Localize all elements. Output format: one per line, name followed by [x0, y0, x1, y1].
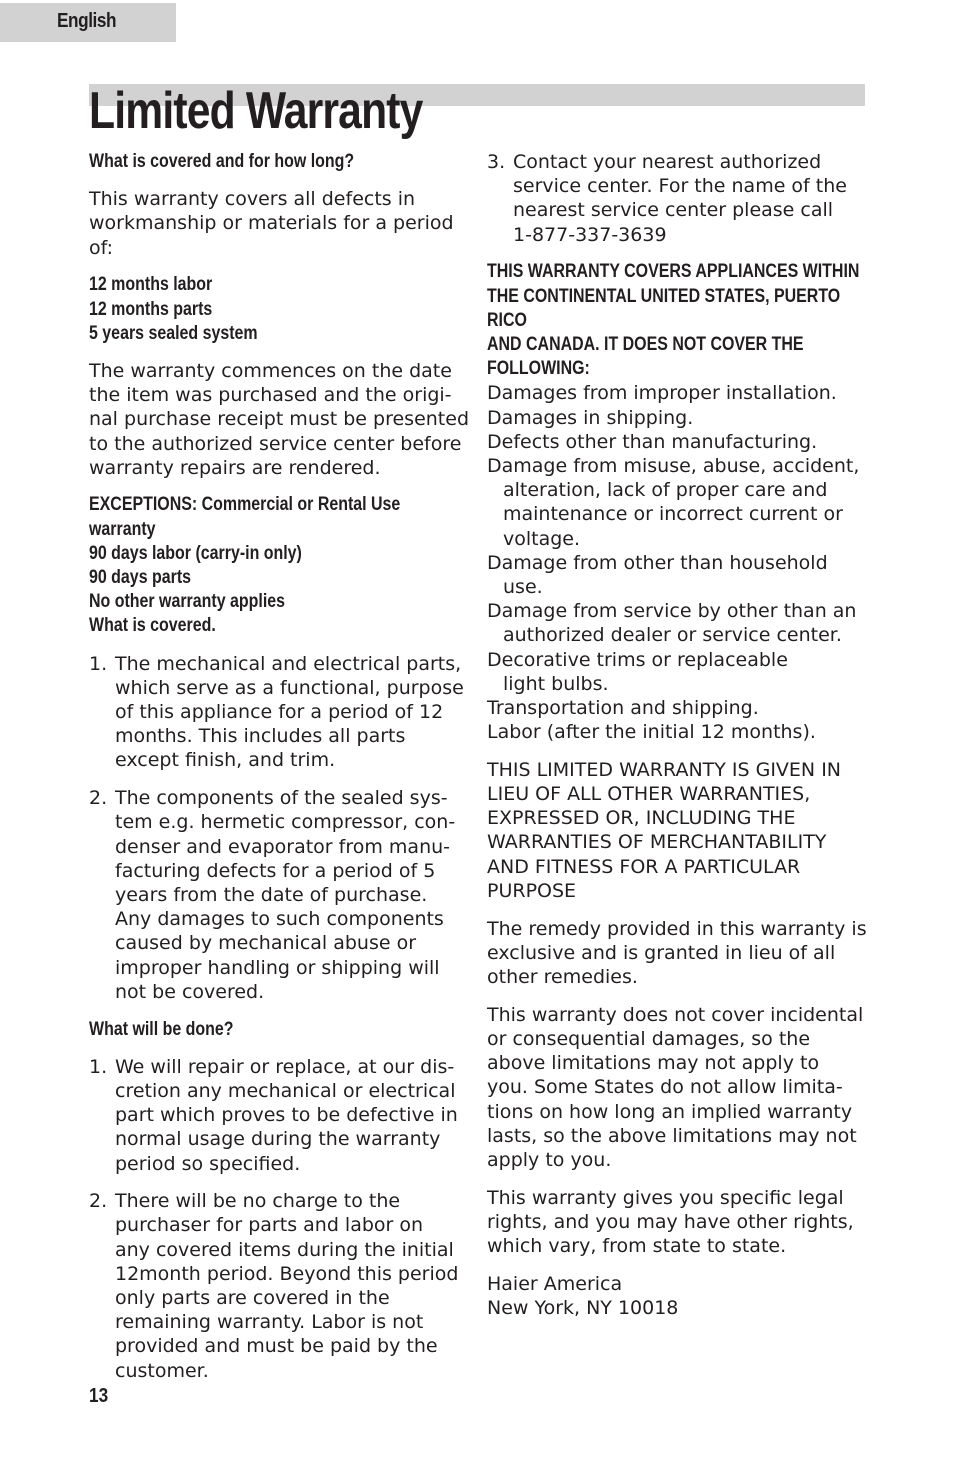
text-line: which serve as a functional, purpose [115, 676, 464, 699]
text-line: part which proves to be defective in [115, 1104, 458, 1127]
text-line: warranty repairs are rendered. [89, 456, 381, 479]
period-sealed-system: 5 years sealed system [89, 322, 258, 344]
text-line: nearest service center please call [513, 199, 834, 222]
phone-number: 1-877-337-3639 [513, 223, 667, 246]
text-line: tem e.g. hermetic compressor, con- [115, 811, 456, 834]
done-item-1 [89, 1055, 469, 1176]
item-number: 1. [89, 1055, 108, 1078]
text-line: The components of the sealed sys- [115, 787, 448, 810]
text-line: which vary, from state to state. [487, 1235, 787, 1258]
text-line: lasts, so the above limitations may not [487, 1124, 857, 1147]
company-name: Haier America [487, 1272, 623, 1295]
text-line: workmanship or materials for a period [89, 212, 454, 235]
text-line: apply to you. [487, 1148, 612, 1171]
heading-line: AND CANADA. IT DOES NOT COVER THE [487, 333, 804, 355]
text-line: LIEU OF ALL OTHER WARRANTIES, [487, 783, 811, 806]
text-line: EXPRESSED OR, INCLUDING THE [487, 807, 796, 830]
text-line: rights, and you may have other rights, [487, 1210, 854, 1233]
period-parts: 12 months parts [89, 298, 213, 320]
text-line: facturing defects for a period of 5 [115, 859, 436, 882]
text-line: years from the date of purchase. [115, 883, 428, 906]
text-line: denser and evaporator from manu- [115, 835, 451, 858]
covered-item-2 [89, 786, 469, 1004]
covered-text [89, 187, 469, 260]
text-line: cretion any mechanical or electrical [115, 1079, 456, 1102]
language-label: English [57, 10, 117, 32]
period-labor: 12 months labor [89, 274, 213, 296]
text-line: WARRANTIES OF MERCHANTABILITY [487, 831, 827, 854]
text-line: This warranty gives you specific legal [487, 1186, 844, 1209]
not-cover-heading [487, 260, 873, 381]
done-heading: What will be done? [89, 1018, 234, 1040]
exclusion-item: Damages in shipping. [487, 406, 694, 429]
right-column [487, 150, 867, 1334]
exclusion-item: Decorative trims or replaceable light bulbs. [487, 648, 788, 695]
text-line: provided and must be paid by the [115, 1335, 438, 1358]
covered-heading: What is covered and for how long? [89, 151, 355, 172]
warranty-periods [89, 273, 475, 346]
text-line: The warranty commences on the date [89, 359, 452, 382]
text-line: 12month period. Beyond this period [115, 1262, 459, 1285]
item-text [115, 1055, 469, 1176]
limited-warranty-caps [487, 758, 867, 903]
text-line: service center. For the name of the [513, 175, 847, 198]
text-line: We will repair or replace, at our dis- [115, 1055, 455, 1078]
exclusion-item: Damage from other than household use. [487, 551, 828, 598]
page-number: 13 [89, 1385, 109, 1407]
text-line: The mechanical and electrical parts, [115, 652, 462, 675]
text-line: AND FITNESS FOR A PARTICULAR [487, 855, 801, 878]
company-address [487, 1272, 867, 1320]
incidental-text [487, 1003, 867, 1172]
rights-text [487, 1186, 867, 1259]
text-line: period so specified. [115, 1152, 301, 1175]
text-line: Any damages to such components [115, 908, 444, 931]
text-line: or consequential damages, so the [487, 1027, 811, 1050]
exclusion-item: Damages from improper installation. [487, 382, 837, 405]
text-line: The remedy provided in this warranty is [487, 917, 867, 940]
text-line: the item was purchased and the origi- [89, 384, 452, 407]
contact-item [487, 150, 867, 247]
item-number: 2. [89, 1190, 108, 1213]
page-title: Limited Warranty [89, 82, 423, 140]
text-line: Contact your nearest authorized [513, 151, 822, 173]
exclusions-list [487, 381, 867, 744]
text-line: except finish, and trim. [115, 749, 336, 772]
text-line: remaining warranty. Labor is not [115, 1311, 424, 1334]
done-item-2 [89, 1189, 469, 1383]
exceptions-line: 90 days labor (carry-in only) [89, 542, 302, 564]
text-line: tions on how long an implied warranty [487, 1100, 853, 1123]
text-line: not be covered. [115, 980, 265, 1003]
exceptions-line: 90 days parts [89, 567, 192, 589]
text-line: normal usage during the warranty [115, 1128, 441, 1151]
item-number: 2. [89, 787, 108, 810]
text-line: This warranty covers all defects in [89, 188, 416, 211]
text-line: nal purchase receipt must be presented [89, 408, 470, 431]
text-line: of: [89, 236, 114, 259]
text-line: you. Some States do not allow limita- [487, 1076, 843, 1099]
remedy-text [487, 917, 867, 990]
exceptions-block [89, 493, 475, 638]
item-text [115, 786, 469, 1004]
exclusion-item: Defects other than manufacturing. [487, 430, 818, 453]
text-line: exclusive and is granted in lieu of all [487, 941, 836, 964]
text-line: other remedies. [487, 966, 638, 988]
text-line: THIS LIMITED WARRANTY IS GIVEN IN [487, 758, 842, 781]
text-line: only parts are covered in the [115, 1287, 390, 1310]
text-line: customer. [115, 1359, 209, 1382]
item-number: 1. [89, 652, 108, 675]
exceptions-line: EXCEPTIONS: Commercial or Rental Use [89, 494, 401, 516]
exclusion-item: Labor (after the initial 12 months). [487, 721, 816, 744]
text-line: to the authorized service center before [89, 432, 462, 455]
heading-line: THE CONTINENTAL UNITED STATES, PUERTO RICO [487, 285, 841, 331]
item-text [115, 1189, 469, 1383]
heading-line: THIS WARRANTY COVERS APPLIANCES WITHIN [487, 261, 860, 283]
commence-text [89, 359, 469, 480]
text-line: above limitations may not apply to [487, 1052, 820, 1075]
heading-line: FOLLOWING: [487, 358, 590, 380]
text-line: improper handling or shipping will [115, 956, 440, 979]
exceptions-line: warranty [89, 518, 156, 540]
item-text [513, 150, 867, 247]
company-city: New York, NY 10018 [487, 1296, 679, 1319]
exclusion-item: Damage from misuse, abuse, accident, alteration, lack of proper care and maintenance or incorrect current or voltage. [487, 454, 860, 550]
language-tab [0, 3, 176, 42]
text-line: This warranty does not cover incidental [487, 1003, 864, 1026]
text-line: purchaser for parts and labor on [115, 1214, 424, 1237]
left-column [89, 150, 469, 1396]
text-line: caused by mechanical abuse or [115, 932, 417, 955]
item-number: 3. [487, 151, 506, 173]
covered-item-1 [89, 652, 469, 773]
text-line: months. This includes all parts [115, 725, 406, 748]
exceptions-line: No other warranty applies [89, 591, 286, 613]
text-line: of this appliance for a period of 12 [115, 701, 444, 724]
exclusion-item: Transportation and shipping. [487, 696, 759, 719]
text-line: There will be no charge to the [115, 1190, 401, 1213]
item-text [115, 652, 469, 773]
text-line: any covered items during the initial [115, 1238, 454, 1261]
exceptions-line: What is covered. [89, 615, 216, 637]
text-line: PURPOSE [487, 879, 577, 902]
exclusion-item: Damage from service by other than an authorized dealer or service center. [487, 600, 857, 647]
